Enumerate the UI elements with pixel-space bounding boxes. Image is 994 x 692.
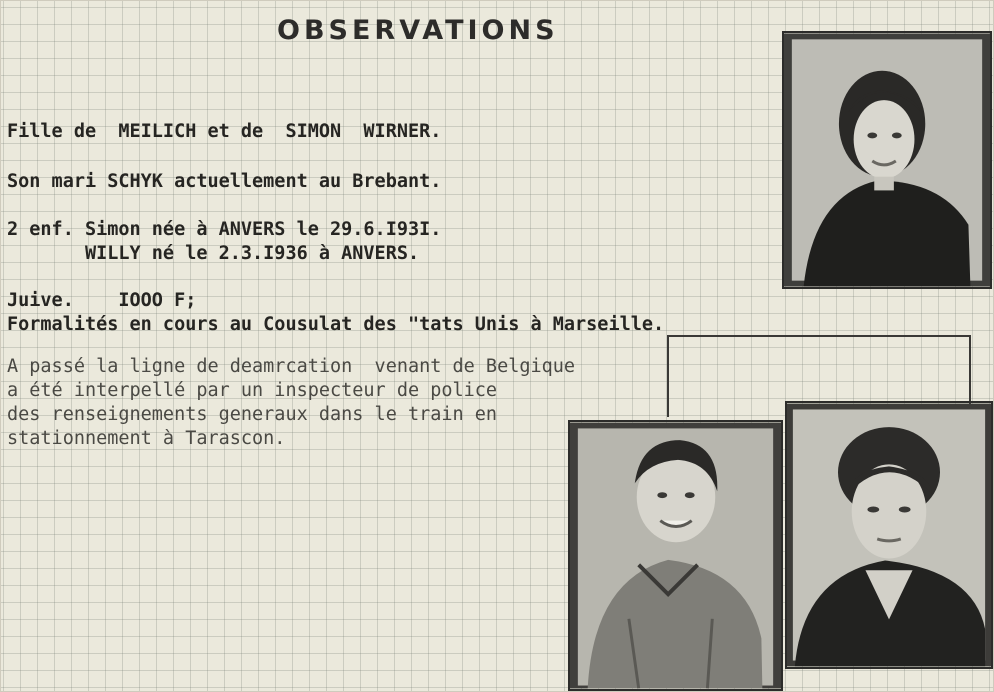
text-line-1: Fille de MEILICH et de SIMON WIRNER.: [7, 121, 442, 142]
text-line-4: WILLY né le 2.3.I936 à ANVERS.: [7, 243, 420, 264]
girl-portrait-image: [784, 33, 990, 287]
text-line-5: Juive. IOOO F;: [7, 290, 197, 311]
text-line-8: a été interpellé par un inspecteur de police: [7, 380, 498, 401]
text-line-9: des renseignements generaux dans le train en: [7, 404, 498, 425]
boy-portrait-image: [570, 422, 781, 689]
photo-woman: [785, 401, 993, 669]
photo-girl: [782, 31, 992, 289]
document-title: OBSERVATIONS: [277, 15, 559, 46]
text-line-2: Son mari SCHYK actuellement au Brebant.: [7, 171, 442, 192]
text-line-3: 2 enf. Simon née à ANVERS le 29.6.I93I.: [7, 219, 442, 240]
text-line-6: Formalités en cours au Cousulat des "tats Unis à Marseille.: [7, 314, 665, 335]
text-line-10: stationnement à Tarascon.: [7, 428, 286, 449]
text-line-7: A passé la ligne de deamrcation venant de Belgique: [7, 356, 576, 377]
woman-portrait-image: [787, 403, 991, 667]
photo-boy: [568, 420, 783, 691]
